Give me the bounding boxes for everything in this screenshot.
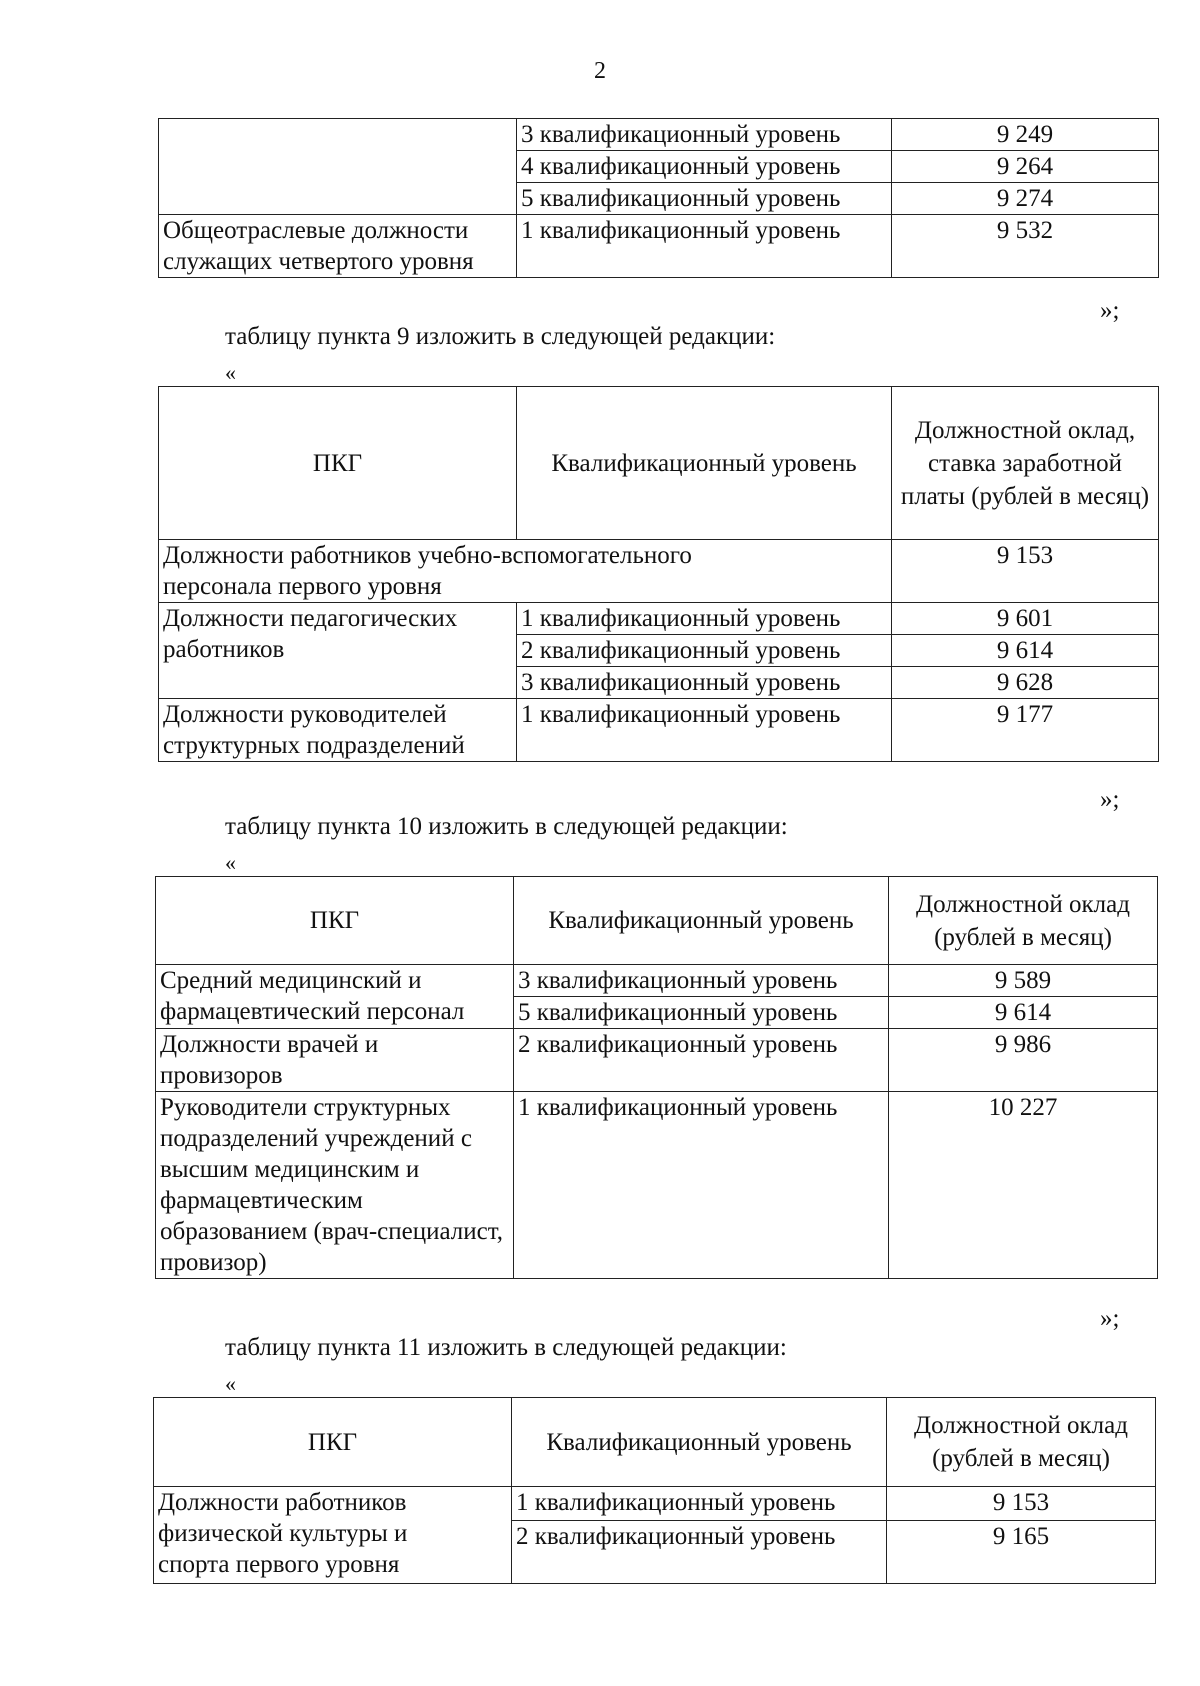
level-cell: 3 квалификационный уровень: [517, 667, 892, 699]
level-cell: 2 квалификационный уровень: [512, 1521, 887, 1584]
salary-cell: 9 614: [889, 997, 1158, 1029]
salary-cell: 9 153: [892, 540, 1159, 603]
level-cell: 1 квалификационный уровень: [512, 1487, 887, 1521]
header-level: Квалификационный уровень: [514, 877, 889, 965]
level-cell: 1 квалификационный уровень: [517, 215, 892, 278]
table-row: [154, 1487, 1156, 1521]
salary-cell: 10 227: [889, 1092, 1158, 1279]
paragraph-table9: таблицу пункта 9 изложить в следующей редакции:: [225, 323, 776, 350]
table-header-row: [159, 387, 1159, 540]
group-cell: Должности руководителей структурных подразделений: [159, 699, 517, 762]
table-header-row: [156, 877, 1158, 965]
level-cell: 4 квалификационный уровень: [517, 151, 892, 183]
salary-cell: 9 601: [892, 603, 1159, 635]
table-header-row: [154, 1398, 1156, 1487]
header-level: Квалификационный уровень: [512, 1398, 887, 1487]
group-cell: Должности врачей и провизоров: [156, 1029, 514, 1092]
table-row: [156, 1092, 1158, 1279]
level-cell: 2 квалификационный уровень: [514, 1029, 889, 1092]
table-continuation: [158, 118, 1159, 278]
salary-cell: 9 986: [889, 1029, 1158, 1092]
paragraph-table11: таблицу пункта 11 изложить в следующей редакции:: [225, 1334, 787, 1361]
open-quote: «: [225, 850, 236, 875]
table-row: [159, 215, 1159, 278]
table-row: [156, 1029, 1158, 1092]
paragraph-table10: таблицу пункта 10 изложить в следующей редакции:: [225, 813, 788, 840]
table-row: [159, 540, 1159, 603]
header-pkg: ПКГ: [156, 877, 514, 965]
salary-cell: 9 165: [887, 1521, 1156, 1584]
close-quote: »;: [1100, 297, 1120, 324]
group-cell: Общеотраслевые должности служащих четвертого уровня: [159, 215, 517, 278]
table-row: [156, 965, 1158, 997]
salary-cell: 9 628: [892, 667, 1159, 699]
salary-cell: 9 249: [892, 119, 1159, 151]
table-row: [159, 119, 1159, 151]
header-pkg: ПКГ: [154, 1398, 512, 1487]
group-cell: Средний медицинский и фармацевтический персонал: [156, 965, 514, 1029]
level-cell: 2 квалификационный уровень: [517, 635, 892, 667]
open-quote: «: [225, 1371, 236, 1396]
close-quote: »;: [1100, 1305, 1120, 1332]
level-cell: 5 квалификационный уровень: [514, 997, 889, 1029]
table-point-9: [158, 386, 1159, 762]
table-point-10: [155, 876, 1158, 1279]
group-cell: Должности работников физической культуры и спорта первого уровня: [154, 1487, 512, 1584]
close-quote: »;: [1100, 786, 1120, 813]
table-row: [159, 699, 1159, 762]
page-number: 2: [594, 58, 606, 84]
level-cell: 1 квалификационный уровень: [514, 1092, 889, 1279]
group-cell: [159, 119, 517, 215]
level-cell: 3 квалификационный уровень: [517, 119, 892, 151]
salary-cell: 9 274: [892, 183, 1159, 215]
salary-cell: 9 153: [887, 1487, 1156, 1521]
salary-cell: 9 589: [889, 965, 1158, 997]
salary-cell: 9 532: [892, 215, 1159, 278]
group-cell: Руководители структурных подразделений учреждений с высшим медицинским и фармацевтическим образованием (врач-специалист, провизор): [156, 1092, 514, 1279]
header-salary: Должностной оклад (рублей в месяц): [889, 877, 1158, 965]
open-quote: «: [225, 360, 236, 385]
salary-cell: 9 177: [892, 699, 1159, 762]
header-pkg: ПКГ: [159, 387, 517, 540]
level-cell: 3 квалификационный уровень: [514, 965, 889, 997]
group-cell: Должности педагогических работников: [159, 603, 517, 699]
table-point-11: [153, 1397, 1156, 1584]
level-cell: 1 квалификационный уровень: [517, 603, 892, 635]
salary-cell: 9 614: [892, 635, 1159, 667]
header-level: Квалификационный уровень: [517, 387, 892, 540]
header-salary: Должностной оклад (рублей в месяц): [887, 1398, 1156, 1487]
salary-cell: 9 264: [892, 151, 1159, 183]
level-cell: 1 квалификационный уровень: [517, 699, 892, 762]
table-row: [159, 603, 1159, 635]
header-salary: Должностной оклад, ставка заработной платы (рублей в месяц): [892, 387, 1159, 540]
level-cell: 5 квалификационный уровень: [517, 183, 892, 215]
group-cell: Должности работников учебно-вспомогательного персонала первого уровня: [159, 540, 892, 603]
